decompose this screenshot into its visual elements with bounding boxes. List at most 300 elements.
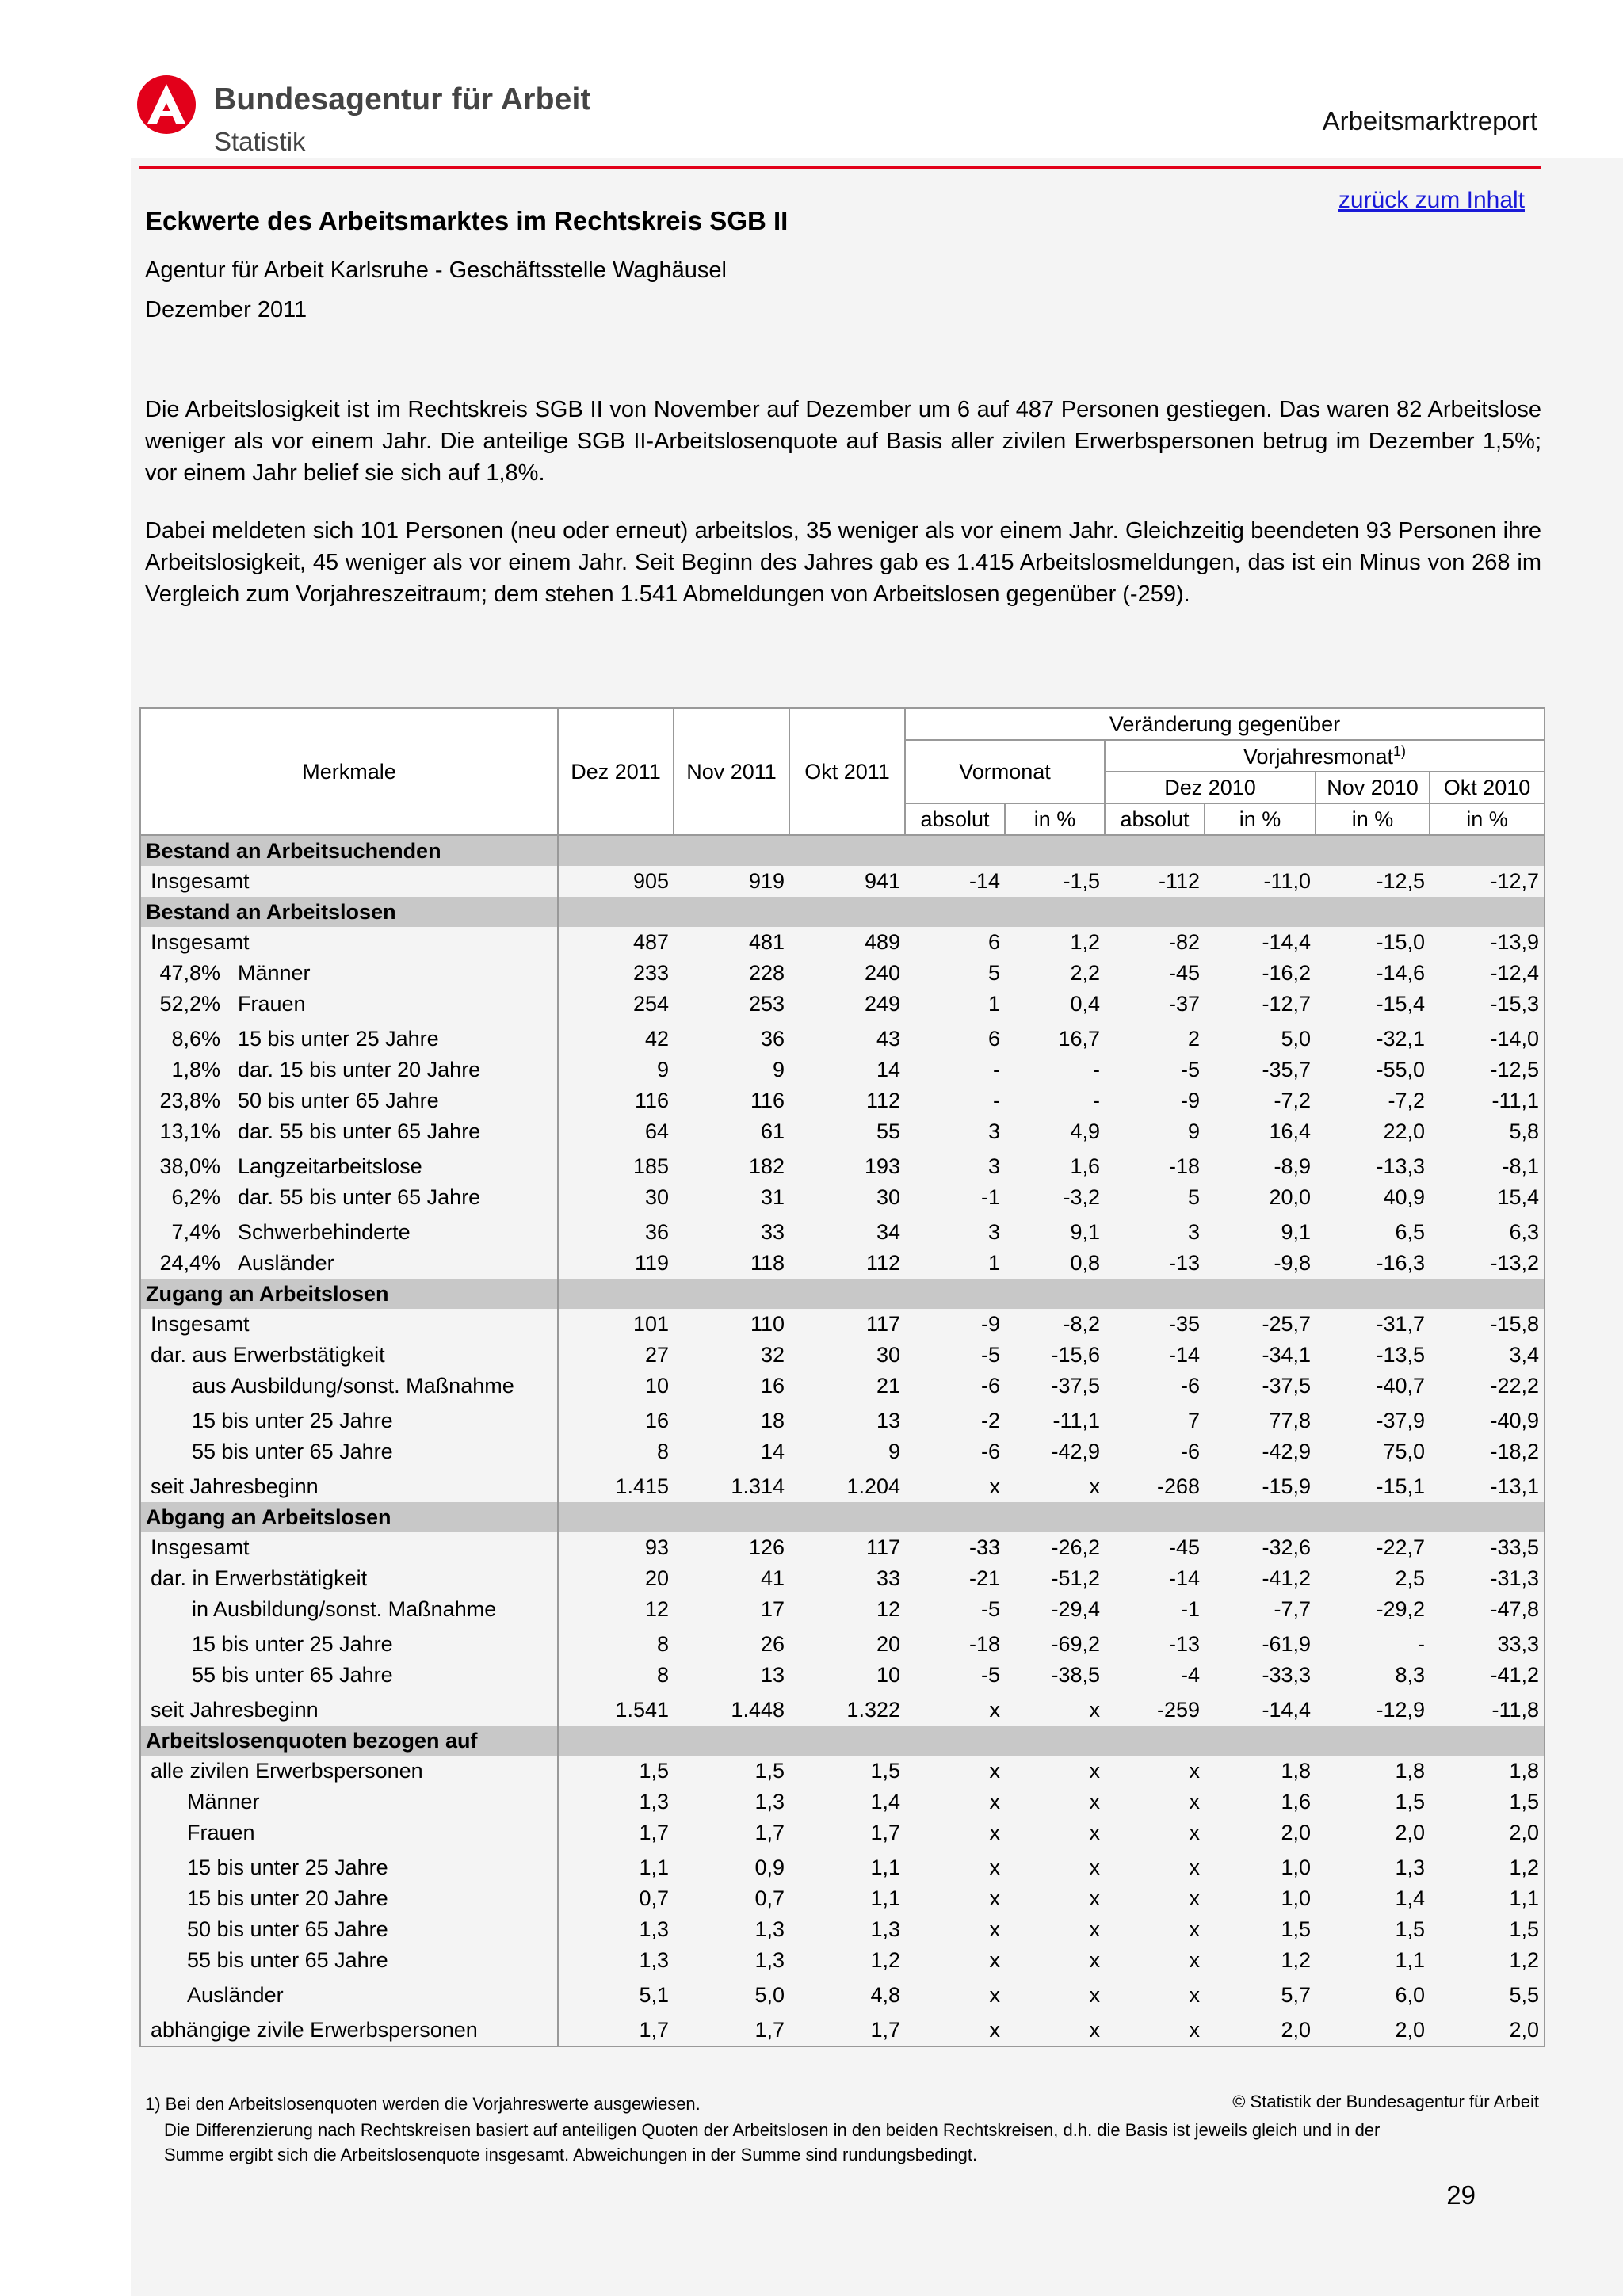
value-cell: -6 [980,1440,1000,1463]
value-cell: 31 [760,1185,785,1209]
row-label: Insgesamt [151,1535,250,1559]
table-row [140,1945,1545,1976]
value-cell: 1,5 [639,1759,669,1783]
row-label: alle zivilen Erwerbspersonen [151,1759,423,1783]
row-label: Insgesamt [151,930,250,954]
value-cell: -1,5 [1063,869,1100,893]
value-cell: x [989,1983,1000,2007]
value-cell: -4 [1180,1663,1200,1687]
value-cell: -37 [1168,992,1200,1016]
share-percent: 38,0% [159,1154,220,1178]
row-label: 55 bis unter 65 Jahre [187,1948,388,1972]
footnote-1: 1) Bei den Arbeitslosenquoten werden die Vorjahreswerte ausgewiesen. [145,2094,701,2114]
value-cell: 101 [632,1312,669,1336]
value-cell: 1,1 [1395,1948,1425,1972]
value-cell: 9 [1187,1119,1200,1143]
value-cell: -41,2 [1430,1660,1545,1691]
row-label: Frauen [187,1821,255,1844]
value-cell: -15,9 [1262,1474,1311,1498]
table-row [140,1309,1545,1340]
value-cell: 33,3 [1430,1625,1545,1660]
value-cell: x [1189,1983,1200,2007]
value-cell: -12,5 [1430,1055,1545,1085]
page-header [0,0,1623,174]
row-label: Langzeitarbeitslose [238,1154,422,1178]
value-cell: 8 [656,1440,669,1463]
table-row [140,1976,1545,2011]
value-cell: -13,5 [1376,1343,1425,1367]
value-cell: 1,5 [754,1759,785,1783]
value-cell: 30 [876,1185,900,1209]
row-label-cell [140,1976,558,2011]
share-percent: 23,8% [159,1089,220,1112]
table-row [140,1055,1545,1085]
value-cell: x [989,1474,1000,1498]
value-cell: 1,3 [639,1790,669,1814]
value-cell: x [989,1917,1000,1941]
value-cell: 1,1 [639,1855,669,1879]
value-cell: 1,7 [870,1821,900,1844]
value-cell: 27 [644,1343,669,1367]
value-cell: 1,3 [754,1948,785,1972]
col-okt2010-pct: in % [1430,803,1545,835]
row-label-cell [140,927,558,958]
value-cell: 13 [876,1409,900,1432]
value-cell: 228 [748,961,785,985]
value-cell: -31,7 [1376,1312,1425,1336]
row-label-cell [140,1116,558,1147]
value-cell: -13,3 [1376,1154,1425,1178]
value-cell: 1,1 [1430,1883,1545,1914]
value-cell: x [1089,1886,1100,1910]
row-label: Männer [238,961,311,985]
row-label: 15 bis unter 20 Jahre [187,1886,388,1910]
value-cell: 20 [876,1632,900,1656]
share-percent: 8,6% [171,1027,220,1051]
table-row [140,1848,1545,1883]
value-cell: -42,9 [1262,1440,1311,1463]
value-cell: 26 [760,1632,785,1656]
value-cell: 30 [876,1343,900,1367]
value-cell: x [989,1886,1000,1910]
value-cell: 1,6 [1281,1790,1311,1814]
table-row [140,1182,1545,1213]
share-percent: 1,8% [171,1058,220,1081]
value-cell: 253 [748,992,785,1016]
value-cell: x [989,1855,1000,1879]
value-cell: -15,6 [1051,1343,1100,1367]
section-fill [558,1726,1545,1756]
value-cell: 13 [760,1663,785,1687]
value-cell: -47,8 [1430,1594,1545,1625]
value-cell: 1,8 [1430,1756,1545,1787]
row-label: 15 bis unter 25 Jahre [192,1409,393,1432]
row-label-cell [140,958,558,989]
value-cell: -51,2 [1051,1566,1100,1590]
value-cell: -29,2 [1376,1597,1425,1621]
col-vm-pct: in % [1005,803,1105,835]
value-cell: -32,1 [1376,1027,1425,1051]
value-cell: -61,9 [1262,1632,1311,1656]
row-label-cell [140,1914,558,1945]
value-cell: x [1189,1790,1200,1814]
value-cell: 4,9 [1070,1119,1100,1143]
row-label: dar. in Erwerbstätigkeit [151,1566,368,1590]
row-label-cell [140,1402,558,1436]
value-cell: 22,0 [1383,1119,1425,1143]
value-cell: 1.415 [615,1474,669,1498]
row-label-cell [140,1340,558,1371]
row-label: abhängige zivile Erwerbspersonen [151,2018,478,2042]
value-cell: x [1005,2011,1105,2046]
table-row [140,1563,1545,1594]
value-cell: 1,3 [1395,1855,1425,1879]
value-cell: 77,8 [1269,1409,1311,1432]
table-row [140,866,1545,897]
value-cell: 182 [748,1154,785,1178]
value-cell: 1,3 [870,1917,900,1941]
value-cell: 1.448 [731,1698,785,1722]
value-cell: -14,0 [1430,1020,1545,1055]
row-label-cell [140,1085,558,1116]
table-row [140,1660,1545,1691]
row-label-cell [140,866,558,897]
row-label: 15 bis unter 25 Jahre [187,1855,388,1879]
table-row [140,1594,1545,1625]
value-cell: 6,3 [1430,1213,1545,1248]
row-label: Frauen [238,992,306,1016]
value-cell: 5,5 [1430,1976,1545,2011]
value-cell: -18 [1168,1154,1200,1178]
value-cell: x [989,1759,1000,1783]
value-cell: 3 [987,1119,1000,1143]
row-label: 55 bis unter 65 Jahre [192,1440,393,1463]
value-cell: - [993,1058,1000,1081]
col-vj-absolut: absolut [1105,803,1205,835]
value-cell: -9,8 [1274,1251,1311,1275]
value-cell: 1,7 [674,2011,789,2046]
value-cell: -35,7 [1262,1058,1311,1081]
value-cell: 5,0 [1281,1027,1311,1051]
table-row [140,1787,1545,1817]
value-cell: 36 [760,1027,785,1051]
value-cell: -112 [1158,869,1200,893]
value-cell: -14 [968,869,1000,893]
value-cell: 2,0 [1430,1817,1545,1848]
value-cell: 0,9 [754,1855,785,1879]
row-label-cell [140,1055,558,1085]
value-cell: -26,2 [1051,1535,1100,1559]
value-cell: -42,9 [1051,1440,1100,1463]
value-cell: -33 [968,1535,1000,1559]
row-label: Insgesamt [151,1312,250,1336]
value-cell: 1,3 [639,1948,669,1972]
value-cell: -13,1 [1430,1467,1545,1502]
value-cell: 1,0 [1281,1886,1311,1910]
value-cell: 487 [632,930,669,954]
value-cell: -15,3 [1430,989,1545,1020]
value-cell: x [1089,1983,1100,2007]
value-cell: -55,0 [1376,1058,1425,1081]
brand-subtitle: Statistik [214,127,306,156]
value-cell: 1,1 [870,1855,900,1879]
value-cell: 1,4 [870,1790,900,1814]
value-cell: -11,1 [1430,1085,1545,1116]
col-dez2011: Dez 2011 [558,708,674,835]
table-row [140,1691,1545,1726]
page-number: 29 [1446,2180,1476,2210]
row-label-cell [140,1213,558,1248]
section-label: Zugang an Arbeitslosen [140,1279,558,1309]
row-label-cell [140,1467,558,1502]
value-cell: -9 [980,1312,1000,1336]
row-label-cell [140,1787,558,1817]
table-row [140,1085,1545,1116]
table-row [140,1532,1545,1563]
section-row [140,1279,1545,1309]
value-cell: -69,2 [1051,1632,1100,1656]
value-cell: -3,2 [1063,1185,1100,1209]
value-cell: 17 [760,1597,785,1621]
row-label-cell [140,1182,558,1213]
value-cell: 126 [748,1535,785,1559]
value-cell: -14 [1168,1343,1200,1367]
value-cell: x [989,1698,1000,1722]
row-label-cell [140,1660,558,1691]
value-cell: -32,6 [1262,1535,1311,1559]
share-percent: 13,1% [159,1119,220,1143]
value-cell: 1.204 [846,1474,900,1498]
value-cell: -18 [968,1632,1000,1656]
table-row [140,989,1545,1020]
vorjahresmonat-label: Vorjahresmonat [1243,744,1394,769]
back-to-contents-link[interactable]: zurück zum Inhalt [1338,187,1525,213]
value-cell: 1 [987,992,1000,1016]
value-cell: 10 [644,1374,669,1398]
value-cell: 1,8 [1395,1759,1425,1783]
col-nov2010-pct: in % [1316,803,1430,835]
footnote-2-line-2: Summe ergibt sich die Arbeitslosenquote insgesamt. Abweichungen in der Summe sind rundungsbedingt. [164,2145,978,2164]
row-label: 15 bis unter 25 Jahre [192,1632,393,1656]
value-cell: -13,9 [1430,927,1545,958]
value-cell: 9,1 [1070,1220,1100,1244]
value-cell: 64 [644,1119,669,1143]
summary-paragraph-2: Dabei meldeten sich 101 Personen (neu oder erneut) arbeitslos, 35 weniger als vor einem Jahr. Gleichzeitig beendeten 93 Personen ihre Arbeitslosigkeit, 45 weniger als vor einem Jahr. Seit Beginn des Jahres gab es 1.415 Arbeitslosmeldungen, das ist ein Minus von 268 im Vergleich zum Vorjahreszeitraum; dem stehen 1.541 Abmeldungen von Arbeitslosen gegenüber (-259). [145,518,1541,607]
row-label-cell [140,1248,558,1279]
row-label-cell [140,1817,558,1848]
value-cell: 1,2 [1070,930,1100,954]
table-row [140,1116,1545,1147]
value-cell: -6 [1180,1440,1200,1463]
section-fill [558,1279,1545,1309]
value-cell: 33 [760,1220,785,1244]
value-cell: -14,4 [1262,1698,1311,1722]
value-cell: 8,3 [1395,1663,1425,1687]
value-cell: -82 [1168,930,1200,954]
value-cell: 1,5 [1395,1790,1425,1814]
table-row [140,1883,1545,1914]
value-cell: -11,8 [1430,1691,1545,1726]
value-cell: 12 [876,1597,900,1621]
value-cell: -11,0 [1263,869,1311,893]
table-row [140,1817,1545,1848]
table-row [140,1756,1545,1787]
value-cell: 55 [876,1119,900,1143]
table-row [140,1914,1545,1945]
section-row [140,1502,1545,1532]
value-cell: 34 [876,1220,900,1244]
value-cell: -8,2 [1063,1312,1100,1336]
value-cell: 1,7 [754,1821,785,1844]
footnote-2 [164,2118,1380,2167]
row-label: 50 bis unter 65 Jahre [187,1917,388,1941]
col-veraenderung: Veränderung gegenüber [905,708,1545,740]
value-cell: -13 [1168,1632,1200,1656]
value-cell: 1,6 [1070,1154,1100,1178]
value-cell: -2 [980,1409,1000,1432]
value-cell: x [989,1821,1000,1844]
value-cell: 2,0 [1205,2011,1316,2046]
value-cell: 1,7 [789,2011,905,2046]
table-row [140,1467,1545,1502]
row-label-cell [140,1625,558,1660]
value-cell: -13 [1168,1251,1200,1275]
value-cell: 18 [760,1409,785,1432]
table-row [140,1248,1545,1279]
value-cell: 1,3 [754,1917,785,1941]
value-cell: 185 [632,1154,669,1178]
value-cell: 0,7 [754,1886,785,1910]
value-cell: -12,7 [1430,866,1545,897]
share-percent: 6,2% [171,1185,220,1209]
value-cell: 1,4 [1395,1886,1425,1910]
value-cell: 1,2 [1430,1945,1545,1976]
footnote-2-line-1: Die Differenzierung nach Rechtskreisen basiert auf anteiligen Quoten der Arbeitslosen in den beiden Rechtskreisen, d.h. die Basis ist jeweils gleich und in der [164,2120,1381,2140]
summary-paragraph-1: Die Arbeitslosigkeit ist im Rechtskreis SGB II von November auf Dezember um 6 auf 487 Personen gestiegen. Das waren 82 Arbeitslose weniger als vor einem Jahr. Die anteilige SGB II-Arbeitslosenquote auf Basis aller zivilen Erwerbspersonen betrug im Dezember 1,5%; vor einem Jahr belief sie sich auf 1,8%. [145,397,1541,486]
value-cell: -268 [1156,1474,1200,1498]
value-cell: 16 [760,1374,785,1398]
labour-market-table [139,707,1545,2047]
value-cell: x [1189,1917,1200,1941]
value-cell: 4,8 [870,1983,900,2007]
value-cell: -1 [980,1185,1000,1209]
value-cell: 14 [876,1058,900,1081]
value-cell: - [993,1089,1000,1112]
value-cell: -7,7 [1274,1597,1311,1621]
value-cell: -34,1 [1262,1343,1311,1367]
row-label-cell [140,2011,558,2046]
value-cell: 30 [644,1185,669,1209]
value-cell: -40,9 [1430,1402,1545,1436]
value-cell: 5,8 [1430,1116,1545,1147]
value-cell: -45 [1168,961,1200,985]
value-cell: 32 [760,1343,785,1367]
table-row [140,2011,1545,2046]
value-cell: 14 [760,1440,785,1463]
value-cell: 20 [644,1566,669,1590]
value-cell: -40,7 [1376,1374,1425,1398]
value-cell: x [1189,1759,1200,1783]
value-cell: 6 [987,930,1000,954]
value-cell: 41 [760,1566,785,1590]
value-cell: -37,5 [1262,1374,1311,1398]
section-label: Bestand an Arbeitslosen [140,897,558,927]
table-body [140,835,1545,2046]
value-cell: -33,5 [1430,1532,1545,1563]
value-cell: -5 [980,1597,1000,1621]
row-label-cell [140,1020,558,1055]
row-label-cell [140,1691,558,1726]
value-cell: 6,0 [1395,1983,1425,2007]
value-cell: 16,4 [1269,1119,1311,1143]
value-cell: 489 [864,930,900,954]
value-cell: -8,1 [1430,1147,1545,1182]
row-label: seit Jahresbeginn [151,1474,319,1498]
value-cell: 9 [888,1440,900,1463]
table-row [140,927,1545,958]
value-cell: - [1418,1632,1425,1656]
value-cell: -25,7 [1262,1312,1311,1336]
row-label: Ausländer [187,1983,284,2007]
col-nov2011: Nov 2011 [674,708,789,835]
row-label: dar. 55 bis unter 65 Jahre [238,1185,481,1209]
value-cell: -33,3 [1262,1663,1311,1687]
row-label: dar. 55 bis unter 65 Jahre [238,1119,481,1143]
table-row [140,958,1545,989]
row-label-cell [140,1594,558,1625]
row-label: 50 bis unter 65 Jahre [238,1089,439,1112]
value-cell: 5,7 [1281,1983,1311,2007]
value-cell: 16 [644,1409,669,1432]
row-label-cell [140,1309,558,1340]
value-cell: 3 [987,1154,1000,1178]
value-cell: 16,7 [1058,1027,1100,1051]
value-cell: 0,7 [639,1886,669,1910]
value-cell: x [1089,1917,1100,1941]
value-cell: -12,4 [1430,958,1545,989]
value-cell: -37,5 [1051,1374,1100,1398]
value-cell: 118 [750,1251,785,1275]
value-cell: 905 [632,869,669,893]
value-cell: -14 [1168,1566,1200,1590]
col-dez2010: Dez 2010 [1105,772,1316,803]
row-label-cell [140,1147,558,1182]
value-cell: 5 [987,961,1000,985]
col-nov2010: Nov 2010 [1316,772,1430,803]
value-cell: 21 [876,1374,900,1398]
row-label: Insgesamt [151,869,250,893]
value-cell: 233 [632,961,669,985]
value-cell: x [1089,1948,1100,1972]
value-cell: 9 [772,1058,785,1081]
value-cell: x [1089,1474,1100,1498]
value-cell: -35 [1168,1312,1200,1336]
value-cell: -41,2 [1262,1566,1311,1590]
value-cell: x [1189,1855,1200,1879]
row-label-cell [140,1532,558,1563]
value-cell: 1,5 [1430,1914,1545,1945]
value-cell: 112 [865,1089,900,1112]
value-cell: x [1089,1790,1100,1814]
section-row [140,897,1545,927]
section-fill [558,1502,1545,1532]
value-cell: 2,0 [1430,2011,1545,2046]
col-merkmale: Merkmale [140,708,558,835]
value-cell: x [1189,1948,1200,1972]
value-cell: 1.541 [615,1698,669,1722]
value-cell: - [1093,1089,1100,1112]
col-vm-absolut: absolut [905,803,1005,835]
